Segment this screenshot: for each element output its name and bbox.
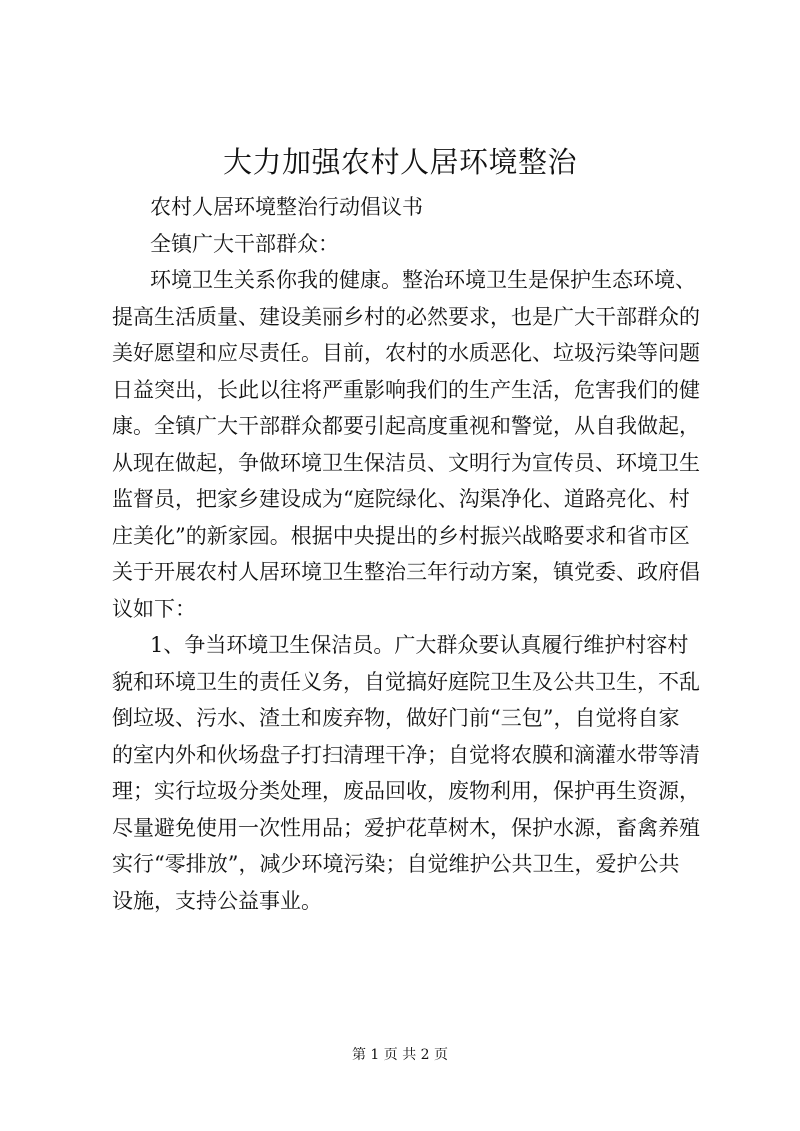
- text-line: 设施，支持公益事业。: [112, 888, 322, 913]
- text-line: 监督员，把家乡建设成为“庭院绿化、沟渠净化、道路亮化、村: [112, 487, 690, 511]
- text-line: 倒垃圾、污水、渣土和废弃物，做好门前“三包”，自觉将自家: [112, 706, 680, 730]
- text-line: 全镇广大干部群众：: [150, 231, 339, 256]
- page-footer: 第 1 页 共 2 页: [351, 1047, 449, 1063]
- text-line: 议如下：: [112, 596, 196, 621]
- text-line: 环境卫生关系你我的健康。整治环境卫生是保护生态环境、: [150, 268, 696, 292]
- text-line: 理；实行垃圾分类处理，废品回收，废物利用，保护再生资源，: [112, 779, 700, 803]
- text-line: 貌和环境卫生的责任义务，自觉搞好庭院卫生及公共卫生，不乱: [112, 669, 700, 694]
- text-line: 农村人居环境整治行动倡议书: [150, 195, 423, 219]
- text-line: 康。全镇广大干部群众都要引起高度重视和警觉，从自我做起，: [112, 414, 700, 438]
- text-line: 提高生活质量、建设美丽乡村的必然要求，也是广大干部群众的: [112, 304, 700, 329]
- text-line: 的室内外和伙场盘子打扫清理干净；自觉将农膜和滴灌水带等清: [112, 742, 700, 767]
- document-title: 大力加强农村人居环境整治: [222, 145, 577, 179]
- text-line: 庄美化”的新家园。根据中央提出的乡村振兴战略要求和省市区: [112, 523, 690, 548]
- text-line: 1、争当环境卫生保洁员。广大群众要认真履行维护村容村: [150, 633, 689, 657]
- text-line: 尽量避免使用一次性用品；爱护花草树木，保护水源，畜禽养殖: [112, 815, 700, 840]
- text-line: 关于开展农村人居环境卫生整治三年行动方案，镇党委、政府倡: [112, 560, 700, 584]
- document-body: [112, 189, 712, 919]
- text-line: 实行“零排放”，减少环境污染；自觉维护公共卫生，爱护公共: [112, 852, 680, 876]
- text-line: 从现在做起，争做环境卫生保洁员、文明行为宣传员、环境卫生: [112, 450, 700, 475]
- text-line: 美好愿望和应尽责任。目前，农村的水质恶化、垃圾污染等问题: [112, 341, 700, 365]
- text-line: 日益突出，长此以往将严重影响我们的生产生活，危害我们的健: [112, 377, 700, 402]
